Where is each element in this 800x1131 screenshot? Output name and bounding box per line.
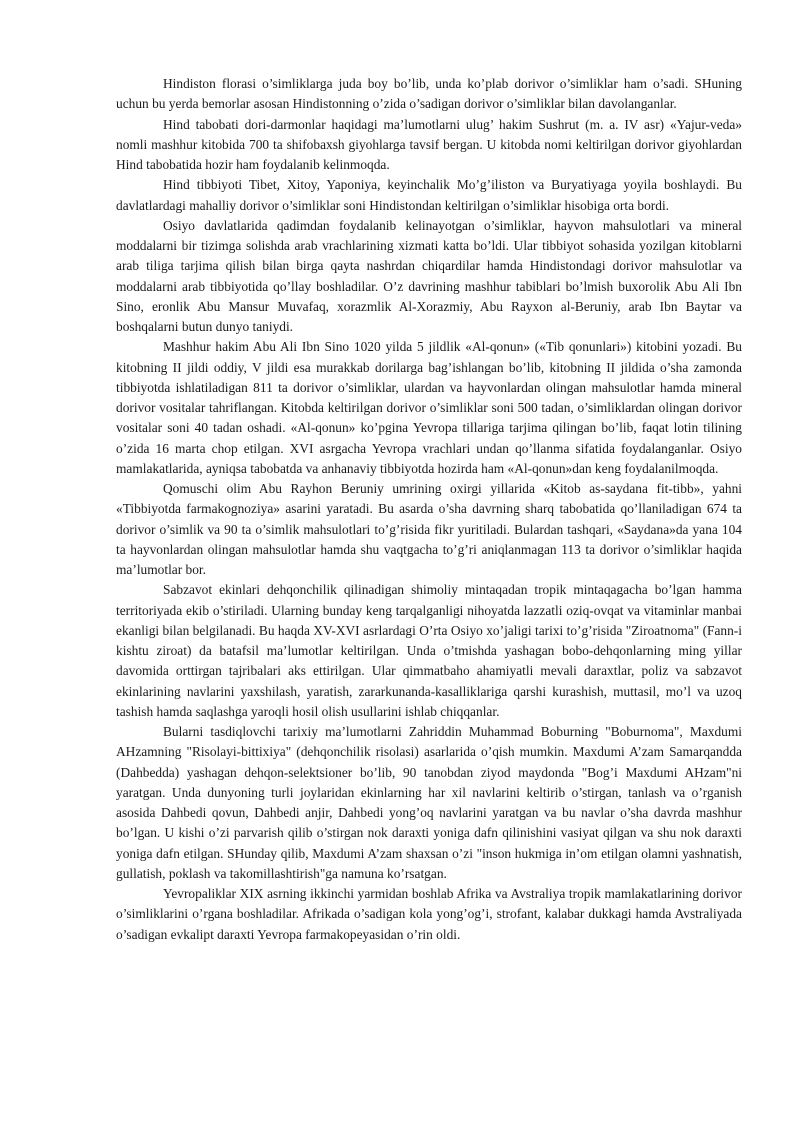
paragraph-maxdumi-azam: Bularni tasdiqlovchi tarixiy ma’lumotlarni Zahriddin Muhammad Boburning "Boburnoma", Maxdumi AHzamning "Risolayi-bittixiya" (dehqonchilik risolasi) asarlarida o’qish mumkin. Maxdumi A’zam Samarqandda (Dahbedda) yashagan dehqon-selektsioner bo’lib, 90 tanobdan ziyod maydonda "Bog’i Maxdumi AHzam"ni yaratgan. Unda dunyoning turli joylaridan ekinlarning har xil navlarini keltirib o’stirgan, tanlash va o’rganish asosida Dahbedi qovun, Dahbedi anjir, Dahbedi yong’oq navlarini yaratgan va bu navlar o’sha davrda mashhur bo’lgan. U kishi o’zi parvarish qilib o’stirgan nok daraxti yoniga dafn qilinishini vasiyat qilgan va shu nok daraxti yoniga dafn etilgan. SHunday qilib, Maxdumi A’zam shaxsan o’zi "inson hukmiga in’om etilgan olamni yashnatish, gullatish, poklash va takomillashtirish"ga namuna ko’rsatgan.	[116, 724, 742, 881]
paragraph-europeans-africa-australia: Yevropaliklar XIX asrning ikkinchi yarmidan boshlab Afrika va Avstraliya tropik mamlakatlarining dorivor o’simliklarini o’rgana boshladilar. Afrikada o’sadigan kola yong’og’i, strofant, kalabar dukkagi hamda Avstraliyada o’sadigan evkalipt daraxti Yevropa farmakopeyasidan o’rin oldi.	[116, 886, 742, 942]
paragraph-arab-physicians: Osiyo davlatlarida qadimdan foydalanib kelinayotgan o’simliklar, hayvon mahsulotlari va mineral moddalarni bir tizimga solishda arab vrachlarining xizmati katta bo’ldi. Ular tibbiyot sohasida yozilgan kitoblarni arab tiliga tarjima qilish bilan birga qayta nashrdan chiqardilar hamda Hindistondagi dorivor mahsulotlar va moddalarni arab tibbiyotida qo’llay boshladilar. O’z davrining mashhur tabiblari bo’lmish buxorolik Abu Ali Ibn Sino, eronlik Abu Mansur Muvafaq, xorazmlik Al-Xorazmiy, Abu Rayxon al-Beruniy, arab Ibn Baytar va boshqalarni butun dunyo taniydi.	[116, 217, 742, 334]
document-page	[116, 74, 742, 945]
paragraph-vegetable-crops: Sabzavot ekinlari dehqonchilik qilinadigan shimoliy mintaqadan tropik mintaqagacha bo’lgan hamma territoriyada ekib o’stiriladi. Ularning bunday keng tarqalganligi nihoyatda lazzatli oziq-ovqat va vitaminlar manbai ekanligi bilan belgilanadi. Bu haqda XV-XVI asrlardagi O’rta Osiyo xo’jaligi tarixi to’g’risida "Ziroatnoma" (Fann-i kishtu ziroat) da batafsil ma’lumotlar keltirilgan. Unda o’tmishda yashagan bobo-dehqonlarning ming yillar davomida orttirgan tajribalari aks ettirilgan. Ular qimmatbaho ahamiyatli mevali daraxtlar, poliz va sabzavot ekinlarining navlarini yaxshilash, yaratish, zararkunanda-kasalliklariga qarshi kurashish, muttasil, mo’l va uzoq tashish hamda saqlashga yaroqli hosil olish usullarini ishlab chiqqanlar.	[116, 582, 742, 719]
paragraph-sushrut-yajurveda: Hind tabobati dori-darmonlar haqidagi ma’lumotlarni ulug’ hakim Sushrut (m. a. IV asr) «Yajur-veda» nomli mashhur kitobida 700 ta shifobaxsh giyohlarga tavsif bergan. U kitobda nomi keltirilgan dorivor giyohlardan Hind tabobatida hozir ham foydalanib kelinmoqda.	[116, 116, 742, 172]
paragraph-india-flora: Hindiston florasi o’simliklarga juda boy bo’lib, unda ko’plab dorivor o’simliklar ham o’sadi. SHuning uchun bu yerda bemorlar asosan Hindistonning o’zida o’sadigan dorivor o’simliklar bilan davolanganlar.	[116, 76, 742, 112]
paragraph-ibn-sino-al-qonun: Mashhur hakim Abu Ali Ibn Sino 1020 yilda 5 jildlik «Al-qonun» («Tib qonunlari») kitobini yozadi. Bu kitobning II jildi oddiy, V jildi esa murakkab dorilarga bag’ishlangan bo’lib, kitobning II jildida o’sha zamonda tibbiyotda ishlatiladigan 811 ta dorivor o’simliklar, ulardan va hayvonlardan olingan mahsulotlar hamda mineral dorivor vositalar tahriflangan. Kitobda keltirilgan dorivor o’simliklar soni 500 tadan, o’simliklardan olingan dorivor vositalar soni 40 tadan oshadi. «Al-qonun» ko’pgina Yevropa tillariga tarjima qilingan bo’lib, faqat lotin tilining o’zida 16 marta chop etilgan. XVI asrgacha Yevropa vrachlari undan qo’llanma sifatida foydalanganlar. Osiyo mamlakatlarida, ayniqsa tabobatda va anhanaviy tibbiyotda hozirda ham «Al-qonun»dan keng foydalanilmoqda.	[116, 339, 742, 476]
paragraph-beruniy-saydana: Qomuschi olim Abu Rayhon Beruniy umrining oxirgi yillarida «Kitob as-saydana fit-tibb», yahni «Tibbiyotda farmakognoziya» asarini yaratadi. Bu asarda o’sha davrning sharq tabobatida qo’llaniladigan 674 ta dorivor o’simlik va 90 ta o’simlik mahsulotlari to’g’risida fikr yuritiladi. Bulardan tashqari, «Saydana»da yana 104 ta hayvonlardan olingan mahsulotlar hamda shu vaqtgacha to’g’ri aniqlanmagan 113 ta dorivor o’simliklar haqida ma’lumotlar bor.	[116, 481, 742, 577]
paragraph-indian-medicine-spread: Hind tibbiyoti Tibet, Xitoy, Yaponiya, keyinchalik Mo’g’iliston va Buryatiyaga yoyila boshlaydi. Bu davlatlardagi mahalliy dorivor o’simliklar soni Hindistondan keltirilgan o’simliklar hisobiga orta bordi.	[116, 177, 742, 213]
